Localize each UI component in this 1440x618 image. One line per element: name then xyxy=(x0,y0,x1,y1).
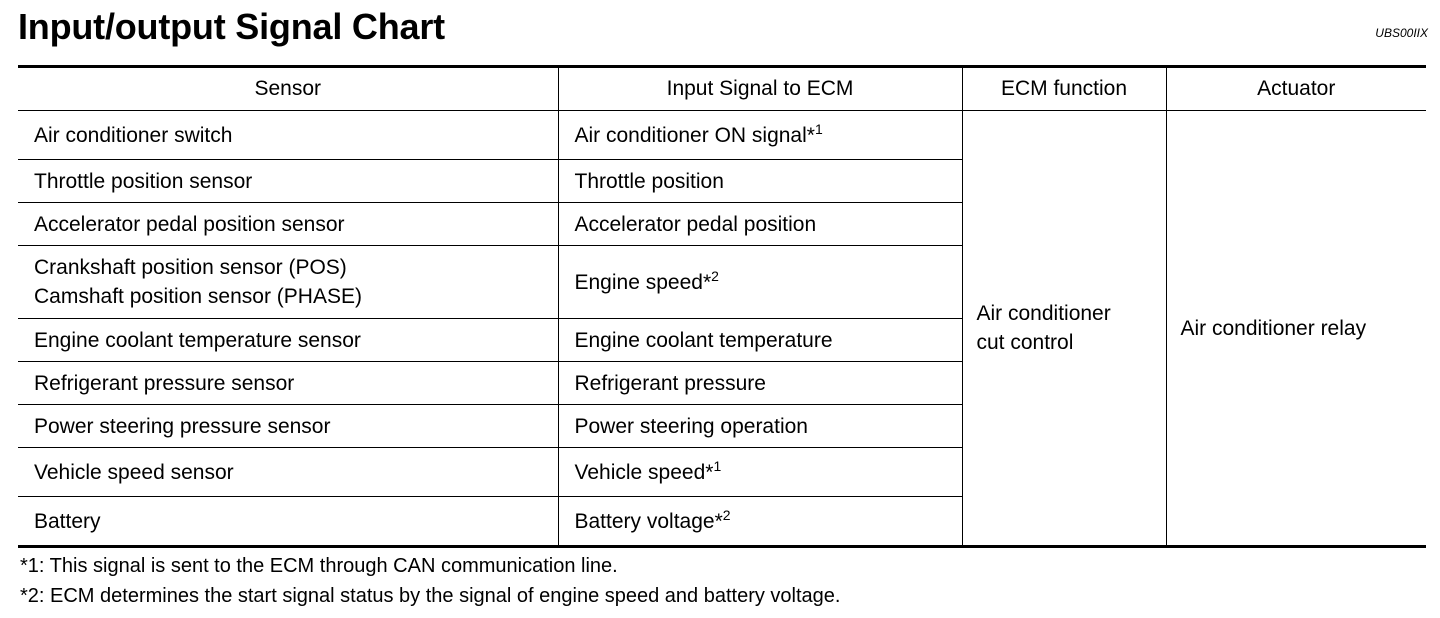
sensor-cell xyxy=(18,362,558,405)
table-header-row xyxy=(18,67,1426,111)
ecm-function-line: Air conditioner xyxy=(976,302,1111,325)
footnote-2 xyxy=(20,581,840,611)
input-signal-text: Throttle position xyxy=(574,169,724,193)
sensor-cell xyxy=(18,111,558,160)
footnote-ref: 2 xyxy=(711,267,719,284)
input-signal-text: Power steering operation xyxy=(574,414,808,438)
footnote-mark: *1: xyxy=(20,555,45,577)
page-title: Input/output Signal Chart xyxy=(18,6,445,47)
sensor-name: Air conditioner switch xyxy=(34,123,233,147)
input-signal-cell xyxy=(558,362,962,405)
sensor-cell xyxy=(18,448,558,497)
ecm-function-cell xyxy=(962,111,1166,547)
sensor-name: Camshaft position sensor (PHASE) xyxy=(34,285,362,308)
signal-chart-table xyxy=(18,65,1426,548)
input-signal-text: Engine coolant temperature xyxy=(574,328,833,352)
input-signal-text: Accelerator pedal position xyxy=(574,212,817,236)
sensor-cell xyxy=(18,497,558,547)
input-signal-text: Vehicle speed* xyxy=(574,460,714,484)
input-signal-cell xyxy=(558,497,962,547)
sensor-name: Power steering pressure sensor xyxy=(34,414,331,438)
input-signal-cell xyxy=(558,111,962,160)
document-code: UBS00IIX xyxy=(1375,26,1428,40)
footnote-1 xyxy=(20,551,840,581)
sensor-cell xyxy=(18,319,558,362)
header-input-signal: Input Signal to ECM xyxy=(558,67,962,111)
sensor-name: Vehicle speed sensor xyxy=(34,460,234,484)
sensor-cell xyxy=(18,405,558,448)
sensor-cell xyxy=(18,203,558,246)
input-signal-cell xyxy=(558,448,962,497)
ecm-function-line: cut control xyxy=(976,331,1074,354)
sensor-name: Throttle position sensor xyxy=(34,169,253,193)
footnotes xyxy=(20,551,840,611)
sensor-cell xyxy=(18,160,558,203)
footnote-ref: 1 xyxy=(713,457,722,474)
sensor-name: Battery xyxy=(34,509,101,533)
footnote-text: This signal is sent to the ECM through CAN communication line. xyxy=(44,555,618,577)
header-actuator: Actuator xyxy=(1166,67,1426,111)
footnote-text: ECM determines the start signal status by the signal of engine speed and battery voltage. xyxy=(44,585,841,607)
sensor-name: Refrigerant pressure sensor xyxy=(34,371,295,395)
input-signal-cell xyxy=(558,160,962,203)
table-row xyxy=(18,111,1426,160)
footnote-ref: 1 xyxy=(814,120,823,137)
input-signal-cell xyxy=(558,405,962,448)
header-sensor: Sensor xyxy=(18,67,558,111)
input-signal-text: Battery voltage* xyxy=(574,509,723,533)
input-signal-cell xyxy=(558,319,962,362)
input-signal-cell xyxy=(558,203,962,246)
actuator-cell: Air conditioner relay xyxy=(1166,111,1426,547)
sensor-name: Crankshaft position sensor (POS) xyxy=(34,256,347,279)
sensor-cell xyxy=(18,246,558,319)
footnote-mark: *2: xyxy=(20,585,45,607)
header-ecm-function: ECM function xyxy=(962,67,1166,111)
input-signal-text: Air conditioner ON signal* xyxy=(574,123,815,147)
input-signal-cell xyxy=(558,246,962,319)
sensor-name: Engine coolant temperature sensor xyxy=(34,328,361,352)
sensor-name: Accelerator pedal position sensor xyxy=(34,212,345,236)
footnote-ref: 2 xyxy=(722,506,731,523)
input-signal-text: Engine speed* xyxy=(574,270,712,294)
input-signal-text: Refrigerant pressure xyxy=(574,371,766,395)
